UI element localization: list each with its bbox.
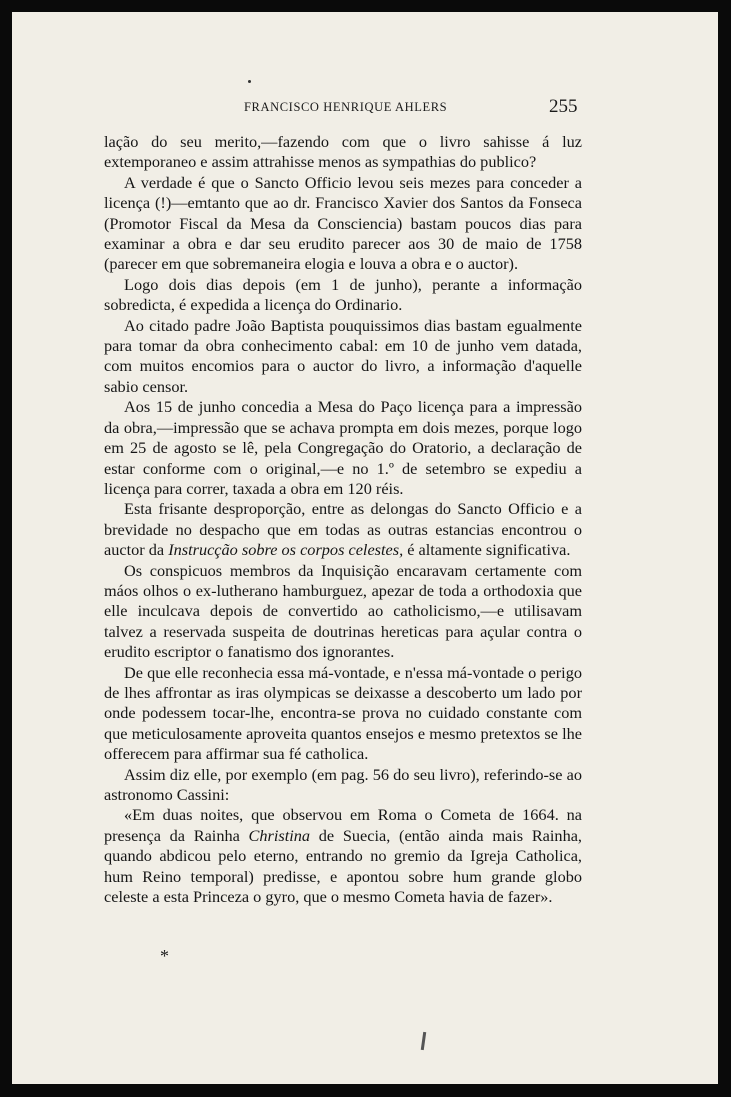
page-header bbox=[12, 96, 718, 124]
paragraph-6 bbox=[104, 499, 582, 560]
page-number: 255 bbox=[549, 96, 578, 117]
quotation-text-a: «Em duas noites, que observou em Roma o Cometa de 1664. na presença da Rainha bbox=[104, 805, 582, 845]
ink-mark bbox=[421, 1032, 426, 1050]
paragraph-9: Assim diz elle, por exemplo (em pag. 56 do seu livro), referindo-se ao astronomo Cassini: bbox=[104, 764, 582, 804]
paragraph-1: lação do seu merito,—fazendo com que o livro sahisse á luz extemporaneo e assim attrahisse menos as sympathias do publico? bbox=[104, 132, 582, 172]
running-title: FRANCISCO HENRIQUE AHLERS bbox=[244, 100, 448, 114]
page-body bbox=[104, 132, 582, 907]
paragraph-8: De que elle reconhecia essa má-vontade, e n'essa má-vontade o perigo de lhes affrontar as iras olympicas se deixasse a descoberto um lado por onde podessem tocar-lhe, encontra-se prova no cuidado constante com que meticulosamente aproveita quantos ensejos e mesmo pretextos se lhe offerecem para affirmar sua fé catholica. bbox=[104, 662, 582, 764]
paragraph-2: A verdade é que o Sancto Officio levou seis mezes para conceder a licença (!)—emtanto que ao dr. Francisco Xavier dos Santos da Fonseca (Promotor Fiscal da Mesa da Consciencia) bastam poucos dias para examinar a obra e dar seu erudito parecer aos 30 de maio de 1758 (parecer em que sobremaneira elogia e louva a obra e o auctor). bbox=[104, 172, 582, 274]
queen-name-italic: Christina bbox=[248, 825, 311, 845]
paragraph-3: Logo dois dias depois (em 1 de junho), perante a informação sobredicta, é expedida a licença do Ordinario. bbox=[104, 274, 582, 315]
paragraph-6-text-a: Esta frisante desproporção, entre as delongas do Sancto Officio e a brevidade no despacho que em todas as outras estancias encontrou o auctor da bbox=[104, 499, 582, 560]
quotation-paragraph bbox=[104, 805, 582, 907]
paragraph-5: Aos 15 de junho concedia a Mesa do Paço licença para a impressão da obra,—impressão que se achava prompta em dois mezes, porque logo em 25 de agosto se lê, pela Congregação do Oratorio, a declaração de estar conforme com o original,—e no 1.º de setembro se expediu a licença para correr, taxada a obra em 120 réis. bbox=[104, 397, 582, 498]
paragraph-7: Os conspicuos membros da Inquisição encaravam certamente com máos olhos o ex-lutherano hamburguez, apezar de toda a orthodoxia que elle inculcava depois de convertido ao catholicismo,—e utilisavam talvez a reservada suspeita de doutrinas hereticas para açular contra o erudito escriptor o fanatismo dos ignorantes. bbox=[104, 560, 582, 662]
ink-speck bbox=[248, 80, 251, 83]
paragraph-6-text-b: é altamente significativa. bbox=[403, 540, 571, 560]
book-title-italic: Instrucção sobre os corpos celestes, bbox=[168, 540, 404, 560]
paragraph-4: Ao citado padre João Baptista pouquissimos dias bastam egualmente para tomar da obra conhecimento cabal: em 10 de junho vem datada, com muitos encomios para o auctor do livro, a informação d'aquelle sabio censor. bbox=[104, 315, 582, 396]
book-page bbox=[12, 12, 718, 1084]
footer-ornament: * bbox=[160, 946, 169, 966]
quotation-text-b: de Suecia, (então ainda mais Rainha, quando abdicou pelo eterno, entrando no gremio da Igreja Catholica, hum Reino temporal) predisse, e apontou sobre hum grande globo celeste a esta Princeza o gyro, que o mesmo Cometa havia de fazer». bbox=[104, 825, 583, 907]
